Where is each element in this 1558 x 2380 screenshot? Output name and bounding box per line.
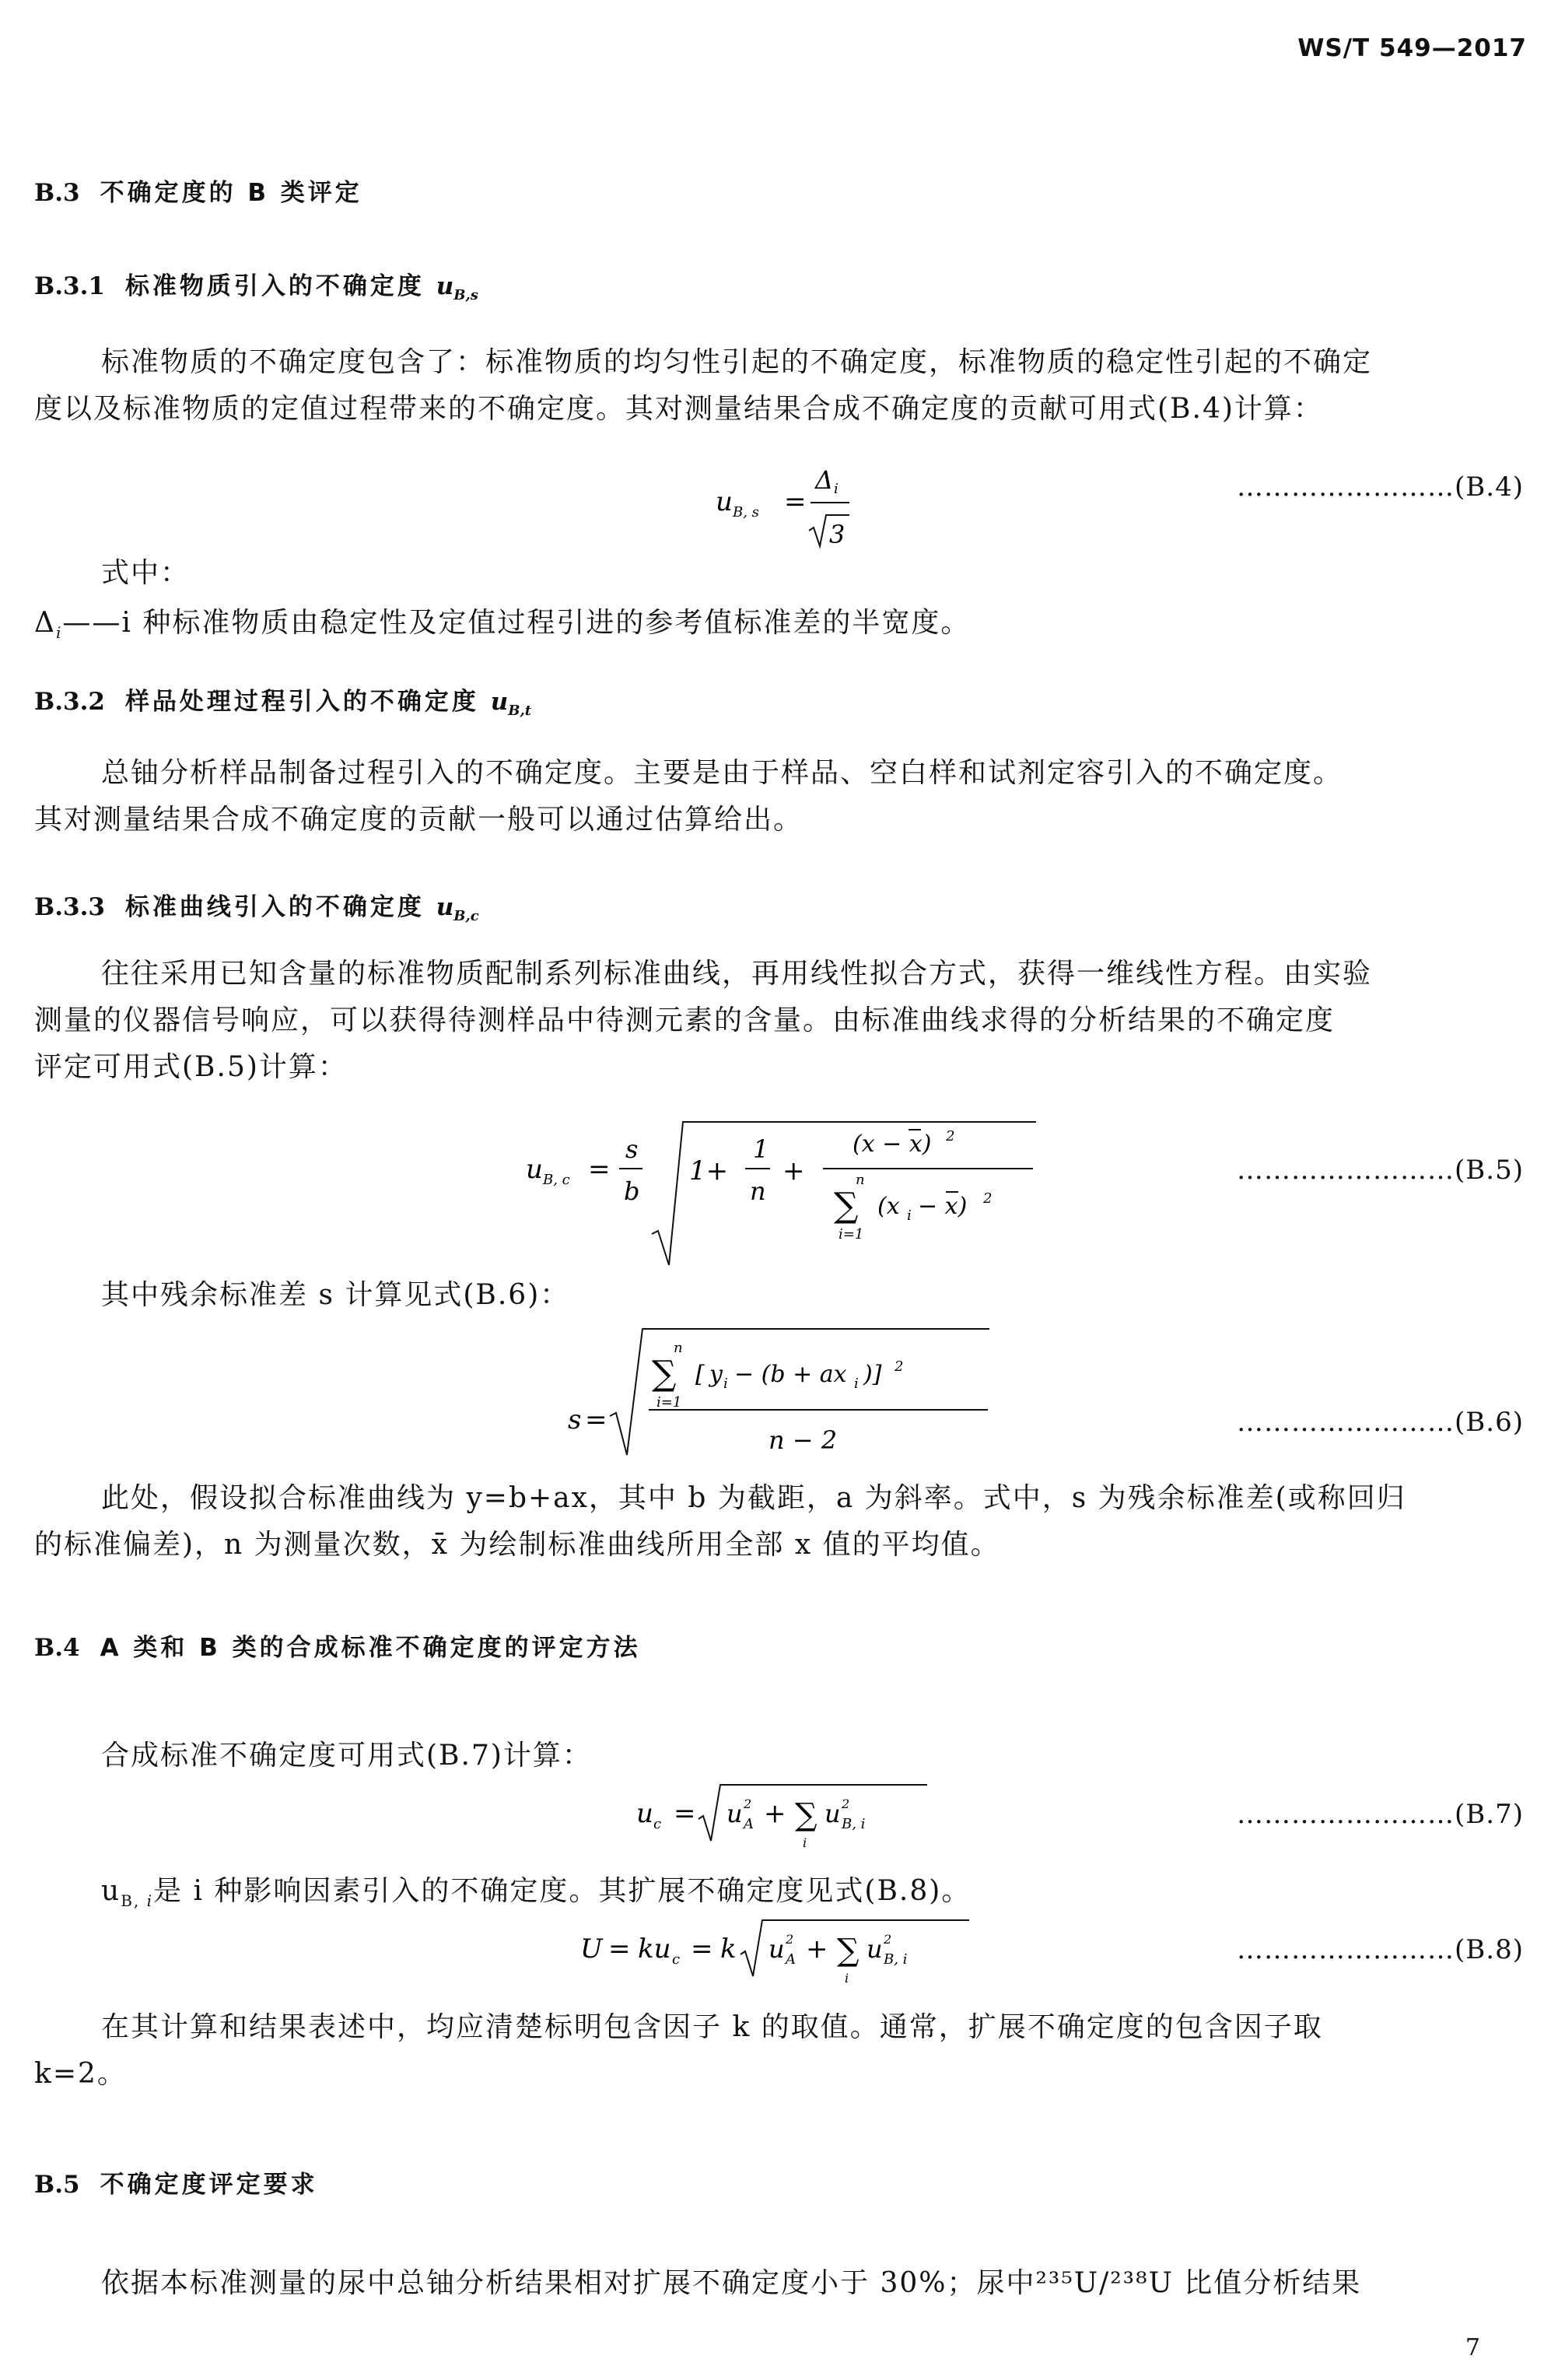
section-symbol: $u_{B,s}$ xyxy=(436,272,478,304)
svg-text:Δ: Δ xyxy=(815,465,834,495)
svg-text:2: 2 xyxy=(842,1796,850,1811)
section-b31-heading xyxy=(34,266,478,303)
paragraph-line: 标准物质的不确定度包含了：标准物质的均匀性引起的不确定度，标准物质的稳定性引起的不确定 xyxy=(101,346,1373,378)
svg-text:c: c xyxy=(672,1951,681,1968)
svg-text:i: i xyxy=(723,1376,728,1392)
svg-text:2: 2 xyxy=(895,1358,904,1375)
paragraph-after-b6 xyxy=(34,1475,1528,1569)
ubi-symbol: $u_{B, i}$ xyxy=(101,1875,154,1911)
svg-text:=: = xyxy=(608,1933,631,1965)
svg-text:n − 2: n − 2 xyxy=(768,1425,838,1455)
paragraph-after-b8 xyxy=(34,2004,1528,2098)
svg-text:i=1: i=1 xyxy=(839,1226,864,1243)
svg-text:U: U xyxy=(580,1933,603,1965)
section-b33-heading xyxy=(34,887,479,924)
equation-number-b8: ……………………(B.8) xyxy=(1237,1934,1524,1965)
svg-text:n: n xyxy=(674,1340,683,1356)
svg-text:2: 2 xyxy=(744,1796,752,1811)
svg-text:+: + xyxy=(783,1155,805,1186)
svg-text:u: u xyxy=(526,1154,543,1185)
svg-text:u: u xyxy=(726,1799,743,1828)
svg-text:i: i xyxy=(834,481,839,497)
svg-text:B, i: B, i xyxy=(884,1951,908,1968)
paragraph-line: 其对测量结果合成不确定度的贡献一般可以通过估算给出。 xyxy=(34,804,804,836)
svg-text:ku: ku xyxy=(638,1933,671,1965)
equation-b4 xyxy=(709,459,881,559)
svg-text:B, s: B, s xyxy=(733,504,759,521)
equation-number-b7: ……………………(B.7) xyxy=(1237,1799,1524,1830)
svg-text:n: n xyxy=(856,1172,865,1188)
page-number: 7 xyxy=(1465,2334,1480,2361)
svg-text:∑: ∑ xyxy=(837,1933,860,1968)
svg-text:s: s xyxy=(625,1134,639,1164)
paragraph-b4: 合成标准不确定度可用式(B.7)计算： xyxy=(101,1740,592,1772)
section-b32-heading xyxy=(34,682,531,719)
section-number: B.3.3 xyxy=(34,893,105,921)
svg-text:∑: ∑ xyxy=(652,1354,677,1393)
svg-text:i: i xyxy=(803,1835,807,1850)
residual-sd-intro: 其中残余标准差 s 计算见式(B.6)： xyxy=(101,1279,570,1311)
svg-text:B, c: B, c xyxy=(543,1172,570,1188)
svg-text:1+: 1+ xyxy=(689,1155,729,1186)
paragraph-b5: 依据本标准测量的尿中总铀分析结果相对扩展不确定度小于 30%；尿中²³⁵U/²³⁸U 比值分析结果 xyxy=(101,2267,1362,2299)
svg-text:A: A xyxy=(786,1951,796,1968)
svg-text:1: 1 xyxy=(753,1134,769,1164)
section-title: 不确定度的 B 类评定 xyxy=(100,179,362,207)
svg-text:B, i: B, i xyxy=(842,1816,866,1832)
svg-text:=: = xyxy=(674,1798,696,1829)
svg-text:s: s xyxy=(568,1404,582,1435)
section-b5-heading xyxy=(34,2164,318,2199)
document-code: WS/T 549—2017 xyxy=(1297,34,1527,62)
svg-text:∑: ∑ xyxy=(795,1797,818,1833)
svg-text:k: k xyxy=(720,1933,737,1965)
svg-text:u: u xyxy=(768,1934,785,1964)
svg-text:u: u xyxy=(636,1798,653,1829)
svg-text:=: = xyxy=(588,1154,611,1185)
ubi-definition: $u_{B, i}$是 i 种影响因素引入的不确定度。其扩展不确定度见式(B.8)。 xyxy=(101,1875,972,1911)
svg-text:=: = xyxy=(691,1933,713,1965)
paragraph-line: 测量的仪器信号响应，可以获得待测样品中待测元素的含量。由标准曲线求得的分析结果的不确定度 xyxy=(34,1004,1336,1036)
svg-text:=: = xyxy=(585,1404,607,1435)
svg-text:3: 3 xyxy=(829,520,846,549)
svg-text:+: + xyxy=(764,1798,786,1829)
section-symbol: $u_{B,c}$ xyxy=(436,893,479,925)
paragraph-line: 的标准偏差)，n 为测量次数，x̄ 为绘制标准曲线所用全部 x 值的平均值。 xyxy=(34,1529,1000,1561)
section-number: B.3 xyxy=(34,179,80,207)
delta-definition: $\Delta_i——i$ 种标准物质由稳定性及定值过程引进的参考值标准差的半宽度。 xyxy=(34,607,971,643)
svg-text:i=1: i=1 xyxy=(656,1394,682,1411)
svg-text:2: 2 xyxy=(884,1932,892,1947)
svg-text:2: 2 xyxy=(983,1190,993,1207)
equation-b7 xyxy=(630,1782,941,1874)
equation-b6 xyxy=(562,1323,997,1477)
paragraph-line: k=2。 xyxy=(34,2058,127,2090)
where-label: 式中： xyxy=(101,557,191,589)
section-title: A 类和 B 类的合成标准不确定度的评定方法 xyxy=(100,1634,641,1662)
svg-text:(x − x): (x − x) xyxy=(853,1130,932,1158)
svg-text:y: y xyxy=(709,1361,723,1388)
svg-text:∑: ∑ xyxy=(834,1186,859,1225)
svg-text:A: A xyxy=(744,1816,754,1832)
svg-text:n: n xyxy=(750,1176,766,1206)
svg-text:− x): − x) xyxy=(918,1193,968,1220)
svg-text:i: i xyxy=(845,1971,849,1986)
svg-text:+: + xyxy=(806,1933,828,1965)
paragraph-line: 度以及标准物质的定值过程带来的不确定度。其对测量结果合成不确定度的贡献可用式(B.4)计算： xyxy=(34,393,1323,425)
svg-text:[: [ xyxy=(695,1361,705,1388)
paragraph-line: 往往采用已知含量的标准物质配制系列标准曲线，再用线性拟合方式，获得一维线性方程。由实验 xyxy=(101,958,1373,990)
section-title: 标准曲线引入的不确定度 xyxy=(124,893,425,921)
svg-text:c: c xyxy=(653,1816,662,1832)
section-number: B.5 xyxy=(34,2171,80,2199)
paragraph-line: 总铀分析样品制备过程引入的不确定度。主要是由于样品、空白样和试剂定容引入的不确定度。 xyxy=(101,757,1343,789)
delta-symbol: $\Delta_i$ xyxy=(34,607,63,643)
paragraph-b33 xyxy=(34,951,1528,1091)
equation-b5 xyxy=(520,1117,1049,1280)
equation-b8 xyxy=(574,1917,1010,2010)
equation-number-b6: ……………………(B.6) xyxy=(1237,1407,1524,1438)
svg-text:u: u xyxy=(867,1934,883,1964)
svg-text:2: 2 xyxy=(946,1128,955,1144)
section-b3-heading xyxy=(34,173,362,208)
section-title: 标准物质引入的不确定度 xyxy=(124,272,425,300)
svg-text:− (b + ax: − (b + ax xyxy=(734,1361,847,1388)
svg-text:i: i xyxy=(907,1208,912,1224)
section-title: 不确定度评定要求 xyxy=(100,2171,318,2199)
svg-text:2: 2 xyxy=(786,1932,794,1947)
svg-text:u: u xyxy=(825,1799,841,1828)
svg-text:u: u xyxy=(716,486,733,517)
equation-number-b5: ……………………(B.5) xyxy=(1237,1155,1524,1186)
svg-text:i: i xyxy=(854,1376,859,1392)
paragraph-b31 xyxy=(34,339,1528,433)
section-number: B.4 xyxy=(34,1634,80,1662)
svg-text:(x: (x xyxy=(877,1193,900,1220)
svg-text:=: = xyxy=(784,486,807,517)
svg-text:b: b xyxy=(624,1176,640,1206)
paragraph-line: 评定可用式(B.5)计算： xyxy=(34,1051,348,1083)
equation-number-b4: ……………………(B.4) xyxy=(1237,471,1524,503)
paragraph-line: 在其计算和结果表述中，均应清楚标明包含因子 k 的取值。通常，扩展不确定度的包含因子取 xyxy=(101,2011,1323,2043)
section-number: B.3.1 xyxy=(34,272,105,300)
svg-text:)]: )] xyxy=(863,1361,882,1388)
paragraph-line: 此处，假设拟合标准曲线为 y=b+ax，其中 b 为截距，a 为斜率。式中，s 为残余标准差(或称回归 xyxy=(101,1482,1406,1514)
section-b4-heading xyxy=(34,1628,641,1663)
section-number: B.3.2 xyxy=(34,688,105,716)
section-symbol: $u_{B,t}$ xyxy=(490,688,532,720)
paragraph-b32 xyxy=(34,750,1528,843)
section-title: 样品处理过程引入的不确定度 xyxy=(124,688,479,716)
